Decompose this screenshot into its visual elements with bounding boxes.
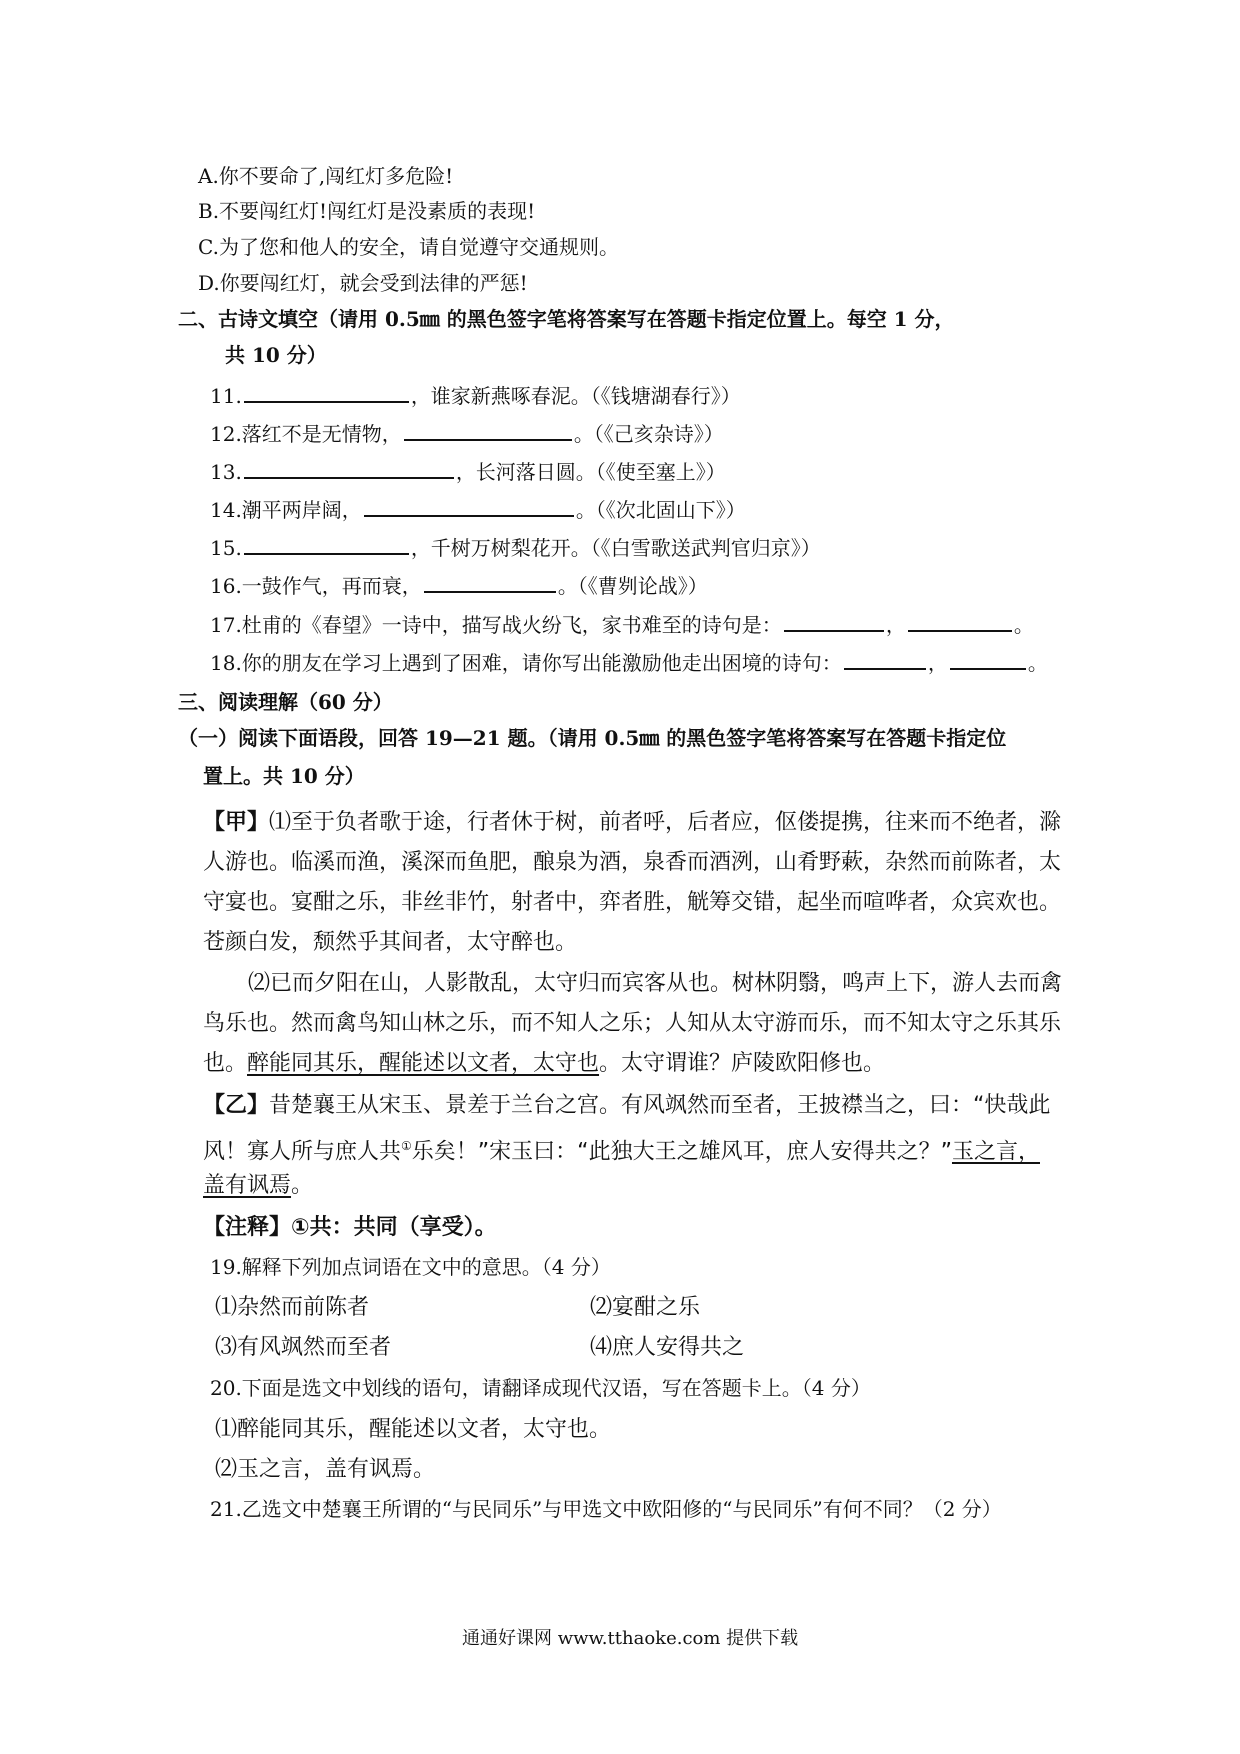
answer-blank[interactable]	[244, 381, 409, 403]
footnote-mark: ①	[401, 1139, 412, 1153]
q20-item-1: ⑴醉能同其乐，醒能述以文者，太守也。	[215, 1417, 612, 1442]
q19-item-4: ⑷庶人安得共之	[590, 1335, 745, 1360]
reading-part1-title: （一）阅读下面语段，回答 19—21 题。（请用 0.5㎜ 的黑色签字笔将答案写在答题卡指定位	[178, 726, 1007, 750]
q19-item-2: ⑵宴酣之乐	[590, 1295, 701, 1320]
option-b: B.不要闯红灯!闯红灯是没素质的表现!	[198, 199, 536, 223]
answer-blank[interactable]	[364, 495, 574, 517]
q19-item-1: ⑴杂然而前陈者	[215, 1295, 370, 1320]
q15-num: 15.	[210, 536, 242, 560]
underlined-sentence-2-cont: 盖有讽焉	[203, 1173, 292, 1198]
passage-jia-line-5: ⑵已而夕阳在山，人影散乱，太守归而宾客从也。树林阴翳，鸣声上下，游人去而禽	[248, 971, 1063, 996]
question-15	[210, 533, 821, 563]
option-d: D.你要闯红灯，就会受到法律的严惩!	[198, 271, 528, 295]
section3-title: 三、阅读理解（60 分）	[178, 690, 393, 714]
q11-text: ，谁家新燕啄春泥。（《钱塘湖春行》）	[410, 384, 741, 408]
answer-blank[interactable]	[244, 533, 409, 555]
answer-blank[interactable]	[950, 648, 1026, 670]
q19-item-3: ⑶有风飒然而至者	[215, 1335, 392, 1360]
q15-text: ，千树万树梨花开。（《白雪歌送武判官归京》）	[410, 536, 821, 560]
underlined-sentence-2: 玉之言，	[951, 1139, 1040, 1165]
q11-num: 11.	[210, 384, 242, 408]
q12-post: 。（《己亥杂诗》）	[573, 422, 724, 446]
question-17	[210, 610, 1034, 640]
q14-post: 。（《次北固山下》）	[575, 498, 746, 522]
question-12	[210, 419, 724, 449]
passage-jia-line-4: 苍颜白发，颓然乎其间者，太守醉也。	[203, 930, 578, 955]
q18-post: 。	[1027, 651, 1048, 675]
footer-source: 通通好课网 www.tthaoke.com 提供下载	[462, 1628, 799, 1649]
q13-num: 13.	[210, 460, 242, 484]
question-13	[210, 457, 726, 487]
passage-yi-label: 【乙】	[203, 1093, 270, 1118]
q18-mid: ，	[927, 651, 948, 675]
answer-blank[interactable]	[844, 648, 926, 670]
question-14	[210, 495, 746, 525]
option-c: C.为了您和他人的安全，请自觉遵守交通规则。	[198, 235, 619, 259]
answer-blank[interactable]	[424, 571, 556, 593]
passage-jia-line-7: 也。醉能同其乐，醒能述以文者，太守也。太守谓谁？庐陵欧阳修也。	[203, 1051, 886, 1076]
passage-jia-label: 【甲】	[203, 810, 270, 835]
question-18	[210, 648, 1048, 678]
option-a: A.你不要命了,闯红灯多危险!	[198, 164, 454, 188]
q13-text: ，长河落日圆。（《使至塞上》）	[455, 460, 726, 484]
answer-blank[interactable]	[908, 610, 1012, 632]
section2-title-cont: 共 10 分）	[225, 343, 327, 367]
passage-yi-line-1: 【乙】昔楚襄王从宋玉、景差于兰台之宫。有风飒然而至者，王披襟当之，曰：“快哉此	[203, 1093, 1051, 1118]
q20-item-2: ⑵玉之言，盖有讽焉。	[215, 1457, 436, 1482]
passage-yi-line-3: 盖有讽焉。	[203, 1173, 314, 1198]
answer-blank[interactable]	[404, 419, 572, 441]
q14-pre: 14.潮平两岸阔，	[210, 498, 362, 522]
answer-blank[interactable]	[784, 610, 884, 632]
q16-pre: 16.一鼓作气，再而衰，	[210, 574, 422, 598]
annotation-note: 【注释】①共：共同（享受）。	[203, 1215, 497, 1240]
passage-jia-line-2: 人游也。临溪而渔，溪深而鱼肥，酿泉为酒，泉香而酒洌，山肴野蔌，杂然而前陈者，太	[203, 850, 1062, 875]
q16-post: 。（《曹刿论战》）	[557, 574, 708, 598]
question-11	[210, 381, 741, 411]
question-20: 20.下面是选文中划线的语句，请翻译成现代汉语，写在答题卡上。（4 分）	[210, 1376, 871, 1400]
passage-jia-line-6: 鸟乐也。然而禽鸟知山林之乐，而不知人之乐；人知从太守游而乐，而不知太守之乐其乐	[203, 1011, 1062, 1036]
passage-yi-line-2: 风！寡人所与庶人共①乐矣！”宋玉曰：“此独大王之雄风耳，庶人安得共之？”玉之言，	[203, 1139, 1040, 1165]
q17-post: 。	[1013, 613, 1034, 637]
q17-pre: 17.杜甫的《春望》一诗中，描写战火纷飞，家书难至的诗句是：	[210, 613, 782, 637]
section2-title: 二、古诗文填空（请用 0.5㎜ 的黑色签字笔将答案写在答题卡指定位置上。每空 1 分，	[178, 307, 955, 331]
q17-mid: ，	[885, 613, 906, 637]
reading-part1-title-cont: 置上。共 10 分）	[203, 764, 365, 788]
passage-jia-line-3: 守宴也。宴酣之乐，非丝非竹，射者中，弈者胜，觥筹交错，起坐而喧哗者，众宾欢也。	[203, 890, 1062, 915]
underlined-sentence-1: 醉能同其乐，醒能述以文者，太守也	[247, 1051, 600, 1076]
question-16	[210, 571, 708, 601]
q18-pre: 18.你的朋友在学习上遇到了困难，请你写出能激励他走出困境的诗句：	[210, 651, 842, 675]
passage-jia-line-1: 【甲】⑴至于负者歌于途，行者休于树，前者呼，后者应，伛偻提携，往来而不绝者，滁	[203, 810, 1062, 835]
question-21: 21.乙选文中楚襄王所谓的“与民同乐”与甲选文中欧阳修的“与民同乐”有何不同？（2 分）	[210, 1497, 1002, 1521]
question-19: 19.解释下列加点词语在文中的意思。（4 分）	[210, 1255, 611, 1279]
answer-blank[interactable]	[244, 457, 454, 479]
q12-pre: 12.落红不是无情物，	[210, 422, 402, 446]
